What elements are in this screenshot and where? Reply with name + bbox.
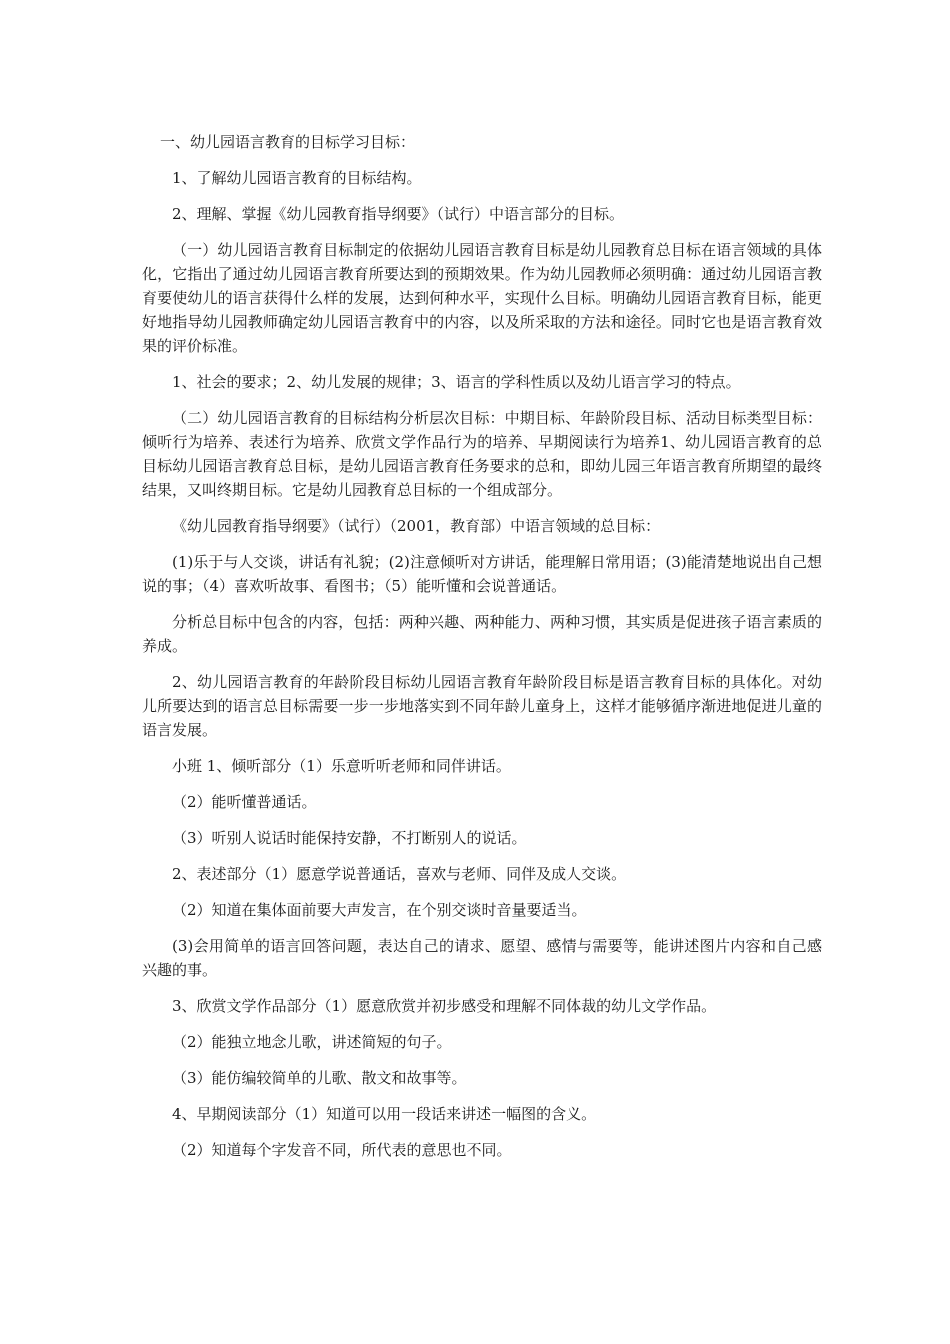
list-item: 3、欣赏文学作品部分（1）愿意欣赏并初步感受和理解不同体裁的幼儿文学作品。 (172, 997, 717, 1015)
paragraph-structure: （二）幼儿园语言教育的目标结构分析层次目标：中期目标、年龄阶段目标、活动目标类型目标：倾听行为培养、表述行为培养、欣赏文学作品行为的培养、早期阅读行为培养1、幼儿园语言教育的总目标幼儿园语言教育总目标，是幼儿园语言教育任务要求的总和，即幼儿园三年语言教育所期望的最终结果，又叫终期目标。它是幼儿园教育总目标的一个组成部分。 (142, 409, 822, 499)
list-item: (3)会用简单的语言回答问题，表达自己的请求、愿望、感情与需要等，能讲述图片内容和自己感兴趣的事。 (142, 937, 822, 979)
paragraph-analysis: 分析总目标中包含的内容，包括：两种兴趣、两种能力、两种习惯，其实质是促进孩子语言素质的养成。 (142, 613, 822, 655)
paragraph-basis: （一）幼儿园语言教育目标制定的依据幼儿园语言教育目标是幼儿园教育总目标在语言领域的具体化，它指出了通过幼儿园语言教育所要达到的预期效果。作为幼儿园教师必须明确：通过幼儿园语言教育要使幼儿的语言获得什么样的发展，达到何种水平，实现什么目标。明确幼儿园语言教育目标，能更好地指导幼儿园教师确定幼儿园语言教育中的内容，以及所采取的方法和途径。同时它也是语言教育效果的评价标准。 (142, 241, 822, 355)
learning-goal-2: 2、理解、掌握《幼儿园教育指导纲要》（试行）中语言部分的目标。 (172, 205, 625, 223)
paragraph-guideline-goals: (1)乐于与人交谈，讲话有礼貌；(2)注意倾听对方讲话，能理解日常用语；(3)能清楚地说出自己想说的事；（4）喜欢听故事、看图书；（5）能听懂和会说普通话。 (142, 553, 822, 595)
paragraph-basis-list: 1、社会的要求；2、幼儿发展的规律；3、语言的学科性质以及幼儿语言学习的特点。 (172, 373, 741, 391)
list-item: （2）知道每个字发音不同，所代表的意思也不同。 (172, 1141, 512, 1159)
document-body (142, 130, 822, 1174)
section-heading: 一、幼儿园语言教育的目标学习目标： (160, 133, 416, 151)
list-item: （2）能听懂普通话。 (172, 793, 317, 811)
list-item: 小班 1、倾听部分（1）乐意听听老师和同伴讲话。 (172, 757, 511, 775)
list-item: （3）听别人说话时能保持安静，不打断别人的说话。 (172, 829, 527, 847)
list-item: （2）知道在集体面前要大声发言，在个别交谈时音量要适当。 (172, 901, 587, 919)
list-item: （3）能仿编较简单的儿歌、散文和故事等。 (172, 1069, 467, 1087)
list-item: 2、表述部分（1）愿意学说普通话，喜欢与老师、同伴及成人交谈。 (172, 865, 627, 883)
learning-goal-1: 1、了解幼儿园语言教育的目标结构。 (172, 169, 422, 187)
paragraph-guideline-title: 《幼儿园教育指导纲要》（试行）（2001，教育部）中语言领域的总目标： (172, 517, 661, 535)
list-item: （2）能独立地念儿歌，讲述简短的句子。 (172, 1033, 452, 1051)
paragraph-age-goals: 2、幼儿园语言教育的年龄阶段目标幼儿园语言教育年龄阶段目标是语言教育目标的具体化。对幼儿所要达到的语言总目标需要一步一步地落实到不同年龄儿童身上，这样才能够循序渐进地促进儿童的语言发展。 (142, 673, 822, 739)
list-item: 4、早期阅读部分（1）知道可以用一段话来讲述一幅图的含义。 (172, 1105, 597, 1123)
